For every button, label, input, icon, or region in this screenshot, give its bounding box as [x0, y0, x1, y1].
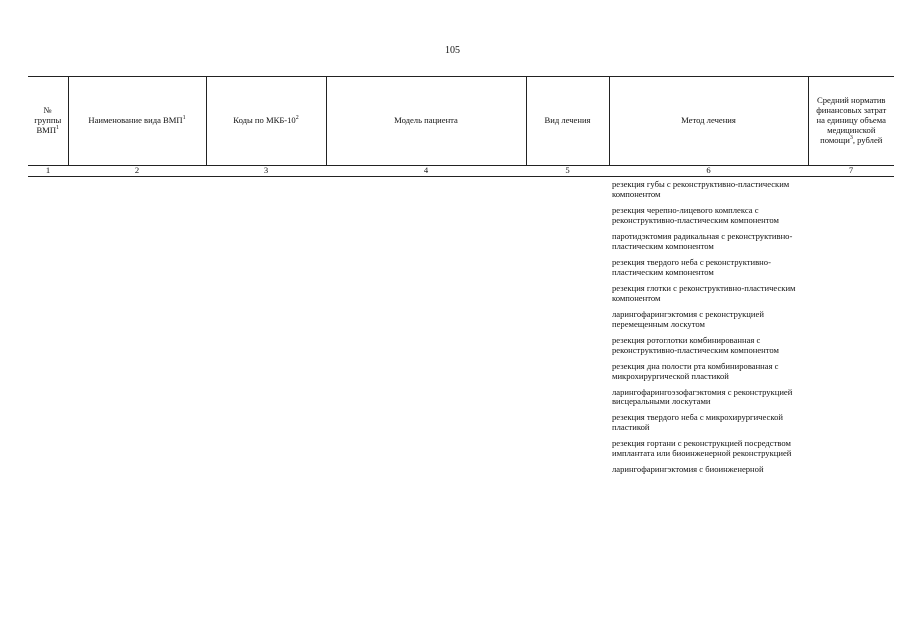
column-number: 1 — [28, 166, 68, 177]
header-treatment-type: Вид лечения — [526, 77, 609, 166]
method-item: резекция черепно-лицевого комплекса с реконструктивно-пластическим компонентом — [612, 204, 779, 225]
column-number: 4 — [326, 166, 526, 177]
cell-patient-model — [326, 177, 526, 482]
header-icd-codes: Коды по МКБ-$10^2$ — [206, 77, 326, 166]
cell-icd-codes — [206, 177, 326, 482]
column-number: 7 — [808, 166, 894, 177]
header-row — [28, 77, 894, 166]
method-item: резекция губы с реконструктивно-пластическим компонентом — [612, 179, 790, 199]
table-row — [28, 177, 894, 482]
header-treatment-method: Метод лечения — [609, 77, 808, 166]
cell-treatment-method — [609, 177, 808, 482]
column-number-row — [28, 166, 894, 177]
vmp-table — [28, 76, 894, 481]
header-average-cost: Средний норматив финансовых затрат на единицу объема медицинской помощи$^3$, рублей — [808, 77, 894, 166]
cell-average-cost — [808, 177, 894, 482]
method-item: резекция твердого неба с реконструктивно-пластическим компонентом — [612, 256, 771, 277]
cell-treatment-type — [526, 177, 609, 482]
column-number: 5 — [526, 166, 609, 177]
column-number: 6 — [609, 166, 808, 177]
cell-group-number — [28, 177, 68, 482]
method-item: паротидэктомия радикальная с реконструктивно-пластическим компонентом — [612, 230, 793, 251]
method-item: резекция глотки с реконструктивно-пластическим компонентом — [612, 282, 796, 303]
column-number: 3 — [206, 166, 326, 177]
method-item: ларингофарингоэзофагэктомия с реконструкцией висцеральными лоскутами — [612, 386, 793, 407]
page-number: 105 — [445, 45, 460, 56]
header-patient-model: Модель пациента — [326, 77, 526, 166]
method-item: резекция гортани с реконструкцией посредством имплантата или биоинженерной реконструкцией — [612, 438, 792, 459]
cell-vmp-name — [68, 177, 206, 482]
header-vmp-name: Наименование вида ВМП$^1$ — [68, 77, 206, 166]
method-item: резекция твердого неба с микрохирургической пластикой — [612, 412, 783, 433]
column-number: 2 — [68, 166, 206, 177]
method-item: ларингофарингэктомия с реконструкцией перемещенным лоскутом — [612, 308, 764, 329]
method-list — [609, 177, 808, 475]
method-item: резекция дна полости рта комбинированная с микрохирургической пластикой — [612, 360, 779, 381]
method-item: резекция ротоглотки комбинированная с реконструктивно-пластическим компонентом — [612, 334, 779, 355]
header-group-number: № группы ВМП$^1$ — [28, 77, 68, 166]
method-item: ларингофарингэктомия с биоинженерной — [612, 464, 764, 475]
